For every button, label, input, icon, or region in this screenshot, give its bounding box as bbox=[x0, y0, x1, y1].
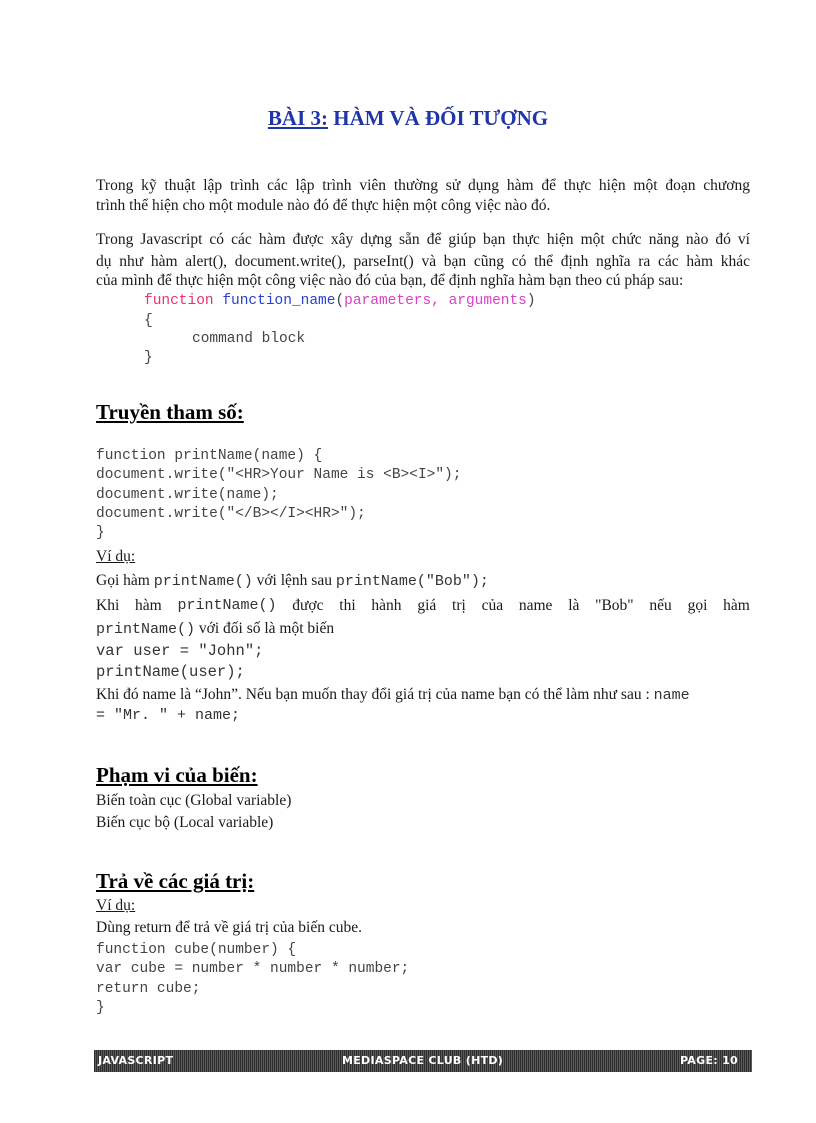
return-desc: Dùng return để trả về giá trị của biến cube. bbox=[96, 919, 362, 936]
exec-line bbox=[96, 597, 750, 615]
call-code: printName() bbox=[153, 573, 253, 590]
code-line: document.write("</B></I><HR>"); bbox=[96, 506, 366, 522]
section-heading-params: Truyền tham số: bbox=[96, 400, 244, 424]
call-text: với lệnh sau bbox=[256, 572, 332, 589]
code-line: document.write(name); bbox=[96, 487, 279, 503]
exec-line-2 bbox=[96, 620, 334, 638]
code-line: } bbox=[96, 525, 105, 541]
code-line: var user = "John"; bbox=[96, 642, 264, 660]
word: hành bbox=[371, 597, 402, 614]
call-code: printName("Bob"); bbox=[335, 573, 489, 590]
word: "Bob" bbox=[595, 597, 634, 614]
code-line: return cube; bbox=[96, 981, 201, 997]
intro-line: của mình để thực hiện một công việc nào đó của bạn, để định nghĩa hàm bạn theo cú pháp sau: bbox=[96, 272, 684, 289]
syntax-paren: ( bbox=[335, 293, 345, 309]
syntax-keyword: function bbox=[144, 293, 214, 309]
scope-global: Biến toàn cục (Global variable) bbox=[96, 792, 292, 809]
syntax-brace: } bbox=[144, 350, 153, 366]
syntax-function-name: function_name bbox=[222, 293, 336, 309]
code-line: document.write("<HR>Your Name is <B><I>"); bbox=[96, 467, 462, 483]
code-line: } bbox=[96, 1000, 105, 1016]
exec-text: với đối số là một biến bbox=[198, 620, 335, 637]
scope-local: Biến cục bộ (Local variable) bbox=[96, 814, 274, 831]
syntax-params: parameters, arguments bbox=[344, 293, 527, 309]
example-label: Ví dụ: bbox=[96, 548, 136, 565]
call-line bbox=[96, 572, 489, 590]
word: nếu bbox=[649, 597, 672, 614]
code-line: = "Mr. " + name; bbox=[96, 707, 241, 724]
word: được bbox=[292, 597, 324, 614]
page-footer bbox=[94, 1050, 752, 1072]
code-line: function cube(number) { bbox=[96, 942, 297, 958]
code-line: function printName(name) { bbox=[96, 448, 323, 464]
footer-left: JAVASCRIPT bbox=[98, 1054, 174, 1067]
syntax-signature bbox=[144, 293, 536, 309]
intro-line: Trong kỹ thuật lập trình các lập trình viên thường sử dụng hàm để thực hiện một đoạn chương bbox=[96, 177, 750, 194]
footer-page-number: PAGE: 10 bbox=[679, 1054, 738, 1067]
word: trị bbox=[452, 597, 466, 614]
section-heading-return: Trả về các giá trị: bbox=[96, 869, 255, 893]
word: Khi bbox=[96, 597, 120, 614]
word: là bbox=[568, 597, 580, 614]
footer-center: MEDIASPACE CLUB (HTD) bbox=[342, 1054, 504, 1067]
word: thi bbox=[339, 597, 356, 614]
inline-code: name bbox=[653, 687, 690, 704]
intro-line: trình thể hiện cho một module nào đó để thực hiện một công việc nào đó. bbox=[96, 197, 551, 214]
code-line: var cube = number * number * number; bbox=[96, 961, 410, 977]
word: hàm bbox=[723, 597, 750, 614]
then-text: Khi đó name là “John”. Nếu bạn muốn thay đổi giá trị của name bạn có thể làm như sau : bbox=[96, 686, 650, 703]
section-heading-scope: Phạm vi của biến: bbox=[96, 763, 258, 787]
lesson-number: BÀI 3: bbox=[267, 106, 328, 130]
word: của bbox=[481, 597, 504, 614]
example-label: Ví dụ: bbox=[96, 897, 136, 914]
word: giá bbox=[417, 597, 437, 614]
intro-line: Trong Javascript có các hàm được xây dựng sẵn để giúp bạn thực hiện một chức năng nào đó ví bbox=[96, 231, 750, 248]
intro-line: dụ như hàm alert(), document.write(), parseInt() và bạn cũng có thể định nghĩa ra các hàm khác bbox=[96, 253, 750, 270]
syntax-body: command block bbox=[192, 331, 306, 347]
page-title bbox=[0, 106, 816, 131]
code-line: printName(user); bbox=[96, 663, 245, 681]
syntax-brace: { bbox=[144, 313, 153, 329]
call-text: Gọi hàm bbox=[96, 572, 150, 589]
inline-code: printName() bbox=[96, 621, 196, 638]
inline-code: printName() bbox=[177, 597, 277, 614]
word: gọi bbox=[687, 597, 708, 614]
word: hàm bbox=[135, 597, 162, 614]
word: name bbox=[518, 597, 553, 614]
syntax-paren: ) bbox=[526, 293, 536, 309]
lesson-topic: HÀM VÀ ĐỐI TƯỢNG bbox=[333, 106, 549, 130]
then-line bbox=[96, 686, 690, 704]
